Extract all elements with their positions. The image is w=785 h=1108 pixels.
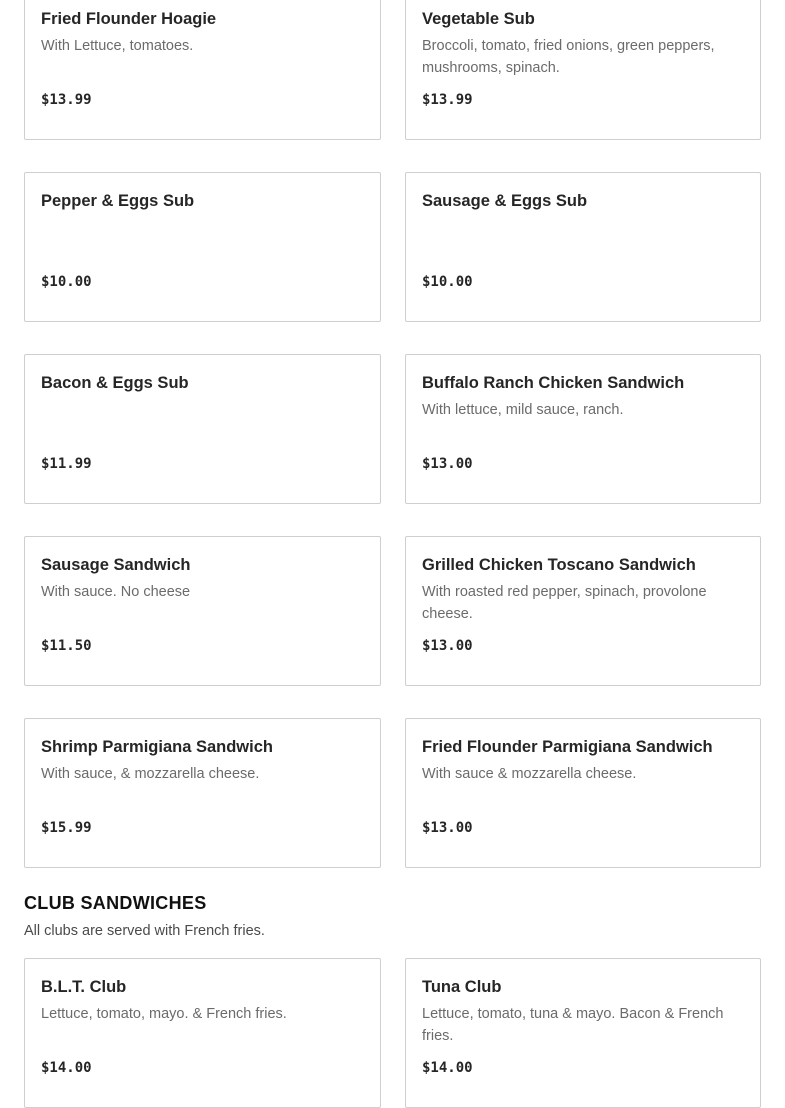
club-items-grid	[24, 958, 761, 1108]
menu-item-card[interactable]	[405, 958, 761, 1108]
menu-item-card[interactable]	[24, 0, 381, 140]
item-price: $14.00	[422, 1060, 473, 1076]
menu-item-card[interactable]	[405, 354, 761, 504]
item-name: Buffalo Ranch Chicken Sandwich	[422, 374, 685, 392]
menu-item-card[interactable]	[24, 536, 381, 686]
item-description: Lettuce, tomato, mayo. & French fries.	[41, 1006, 287, 1022]
item-description: With Lettuce, tomatoes.	[41, 38, 194, 54]
menu-item-card[interactable]	[24, 718, 381, 868]
item-description: With roasted red pepper, spinach, provolone cheese.	[422, 584, 707, 622]
item-name: Vegetable Sub	[422, 10, 535, 28]
item-description: With sauce, & mozzarella cheese.	[41, 766, 260, 782]
item-price: $10.00	[422, 274, 473, 290]
item-name: Tuna Club	[422, 978, 502, 996]
menu-items-grid	[24, 0, 761, 868]
item-name: B.L.T. Club	[41, 978, 127, 996]
item-name: Fried Flounder Parmigiana Sandwich	[422, 738, 713, 756]
section-note: All clubs are served with French fries.	[24, 923, 265, 939]
item-description: With sauce & mozzarella cheese.	[422, 766, 637, 782]
item-price: $13.99	[422, 92, 473, 108]
item-description: Broccoli, tomato, fried onions, green peppers, mushrooms, spinach.	[422, 38, 715, 76]
item-price: $14.00	[41, 1060, 92, 1076]
item-price: $13.99	[41, 92, 92, 108]
section-title: CLUB SANDWICHES	[24, 893, 207, 913]
item-name: Pepper & Eggs Sub	[41, 192, 195, 210]
item-description: With sauce. No cheese	[41, 584, 191, 600]
item-name: Sausage Sandwich	[41, 556, 191, 574]
item-price: $13.00	[422, 820, 473, 836]
item-name: Fried Flounder Hoagie	[41, 10, 217, 28]
item-name: Grilled Chicken Toscano Sandwich	[422, 556, 696, 574]
menu-item-card[interactable]	[24, 172, 381, 322]
item-price: $10.00	[41, 274, 92, 290]
item-description: Lettuce, tomato, tuna & mayo. Bacon & French fries.	[422, 1006, 724, 1044]
menu-item-card[interactable]	[405, 718, 761, 868]
item-price: $13.00	[422, 638, 473, 654]
item-description: With lettuce, mild sauce, ranch.	[422, 402, 624, 418]
menu-item-card[interactable]	[24, 958, 381, 1108]
item-name: Shrimp Parmigiana Sandwich	[41, 738, 273, 756]
club-sandwiches-section	[24, 892, 761, 941]
menu-item-card[interactable]	[405, 172, 761, 322]
menu-item-card[interactable]	[405, 0, 761, 140]
item-price: $11.99	[41, 456, 92, 472]
item-name: Bacon & Eggs Sub	[41, 374, 189, 392]
item-price: $15.99	[41, 820, 92, 836]
item-name: Sausage & Eggs Sub	[422, 192, 588, 210]
menu-item-card[interactable]	[24, 354, 381, 504]
item-price: $11.50	[41, 638, 92, 654]
menu-item-card[interactable]	[405, 536, 761, 686]
item-price: $13.00	[422, 456, 473, 472]
